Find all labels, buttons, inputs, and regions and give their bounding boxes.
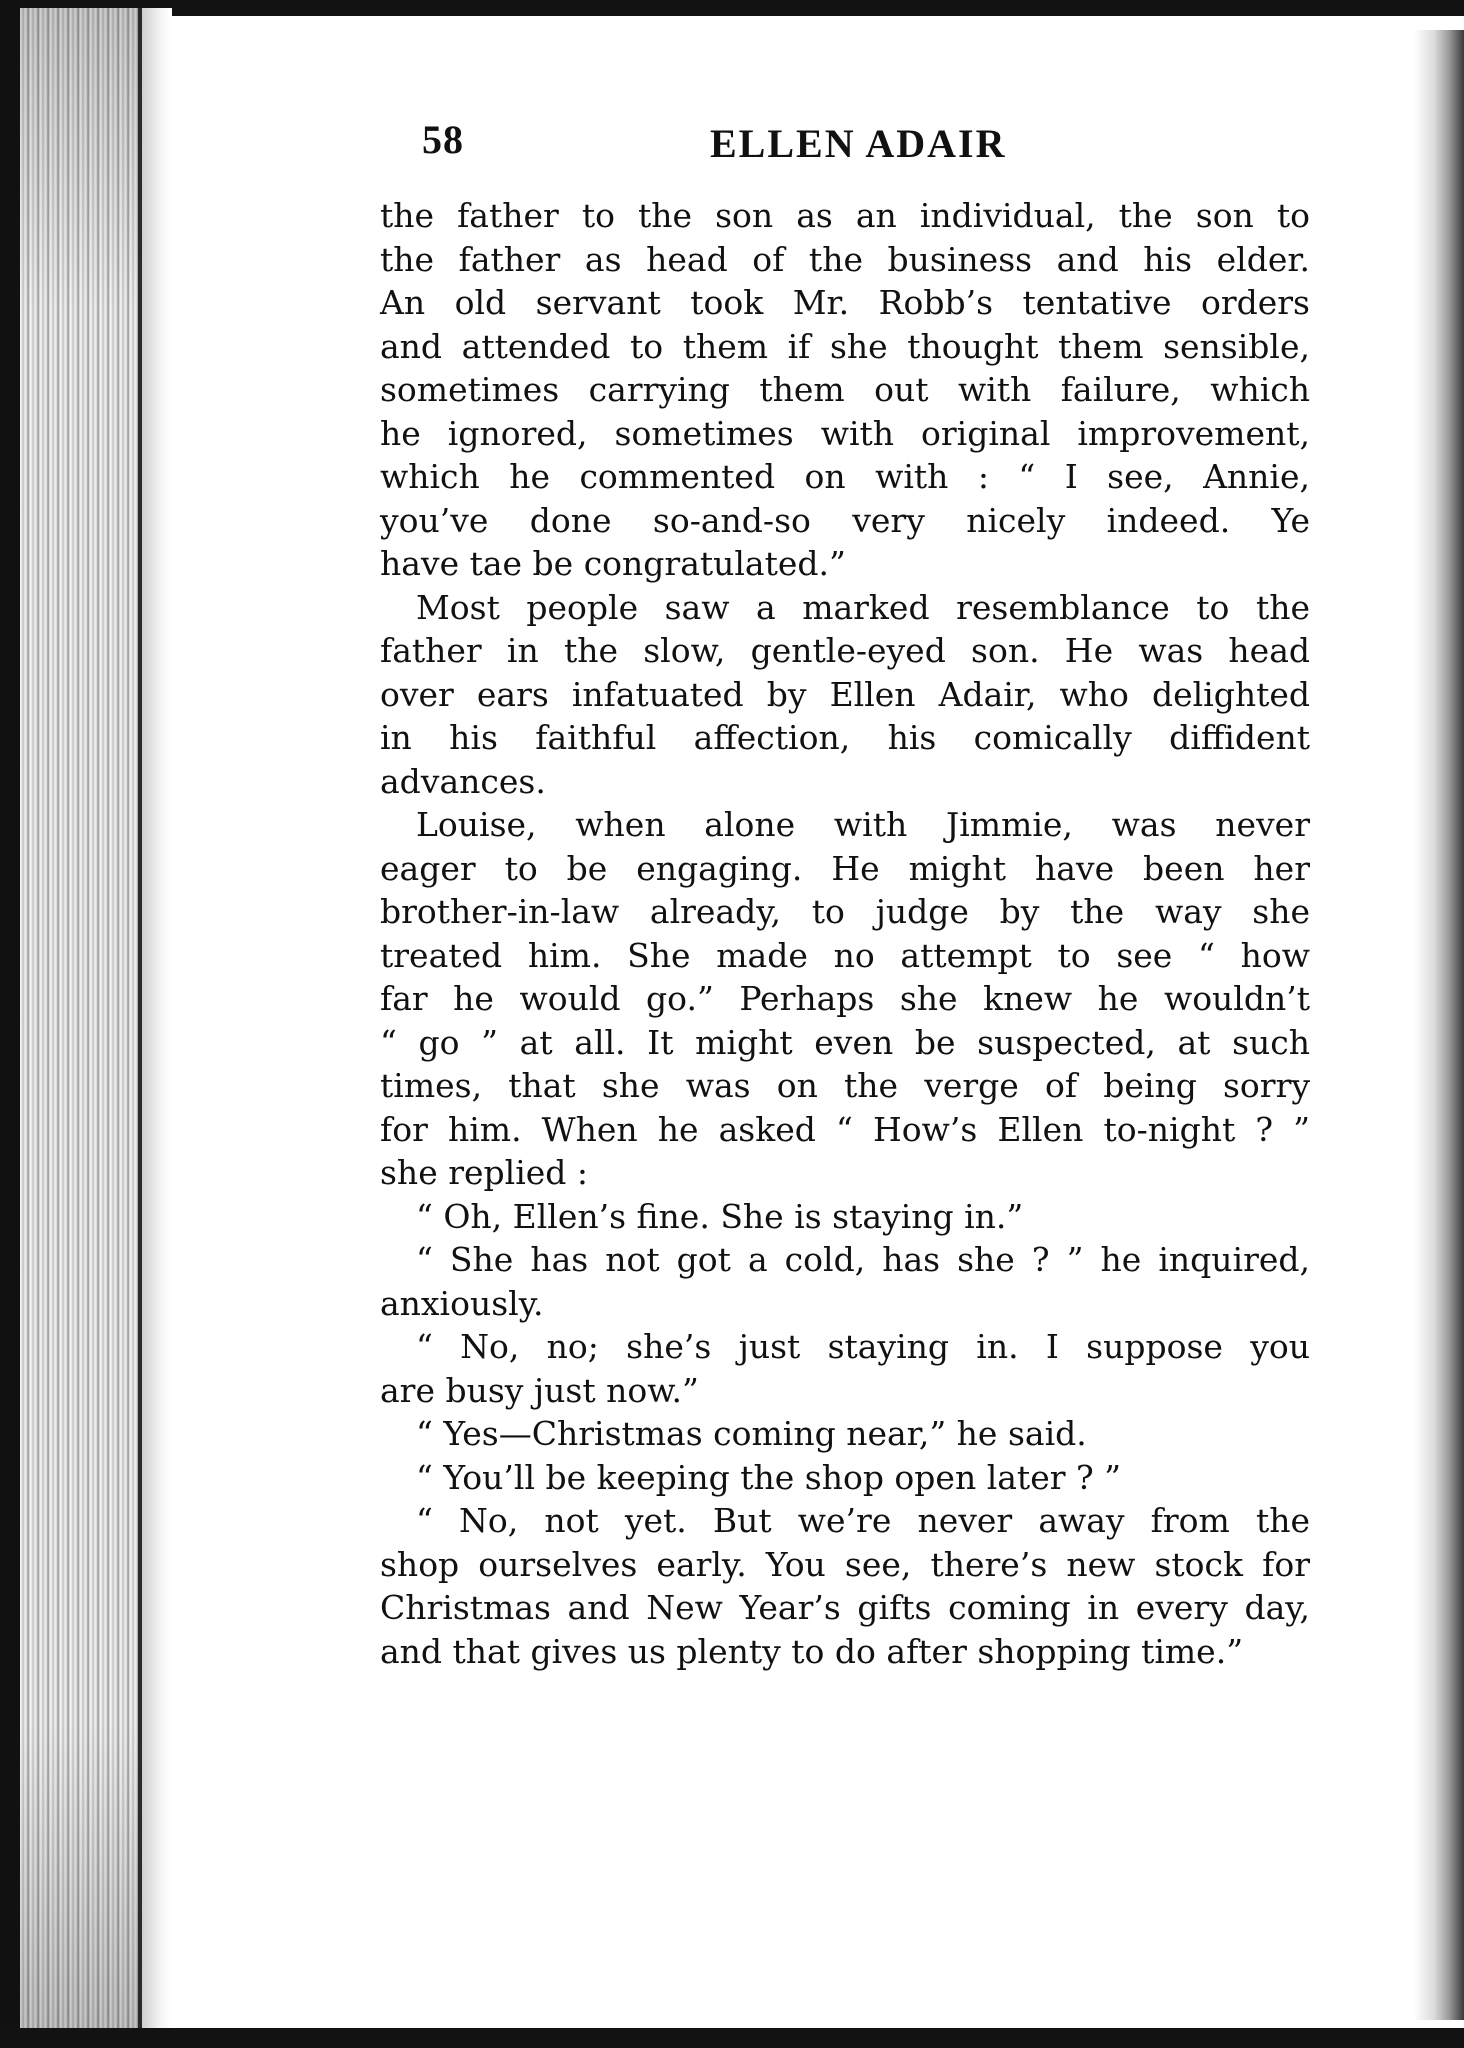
body-text — [380, 194, 1310, 1673]
text-line: An old servant took Mr. Robb’s tentative orders — [380, 283, 1310, 322]
text-line: “ No, no; she’s just staying in. I suppose you — [416, 1327, 1310, 1366]
scan-border-left — [0, 0, 20, 2048]
text-line: for him. When he asked “ How’s Ellen to-night ? ” — [380, 1109, 1310, 1149]
paragraph — [380, 586, 1310, 804]
scan-border-bottom — [0, 2028, 1464, 2048]
text-line: “ You’ll be keeping the shop open later ? ” — [416, 1457, 1122, 1497]
text-line: you’ve done so-and-so very nicely indeed. Ye — [380, 500, 1310, 540]
paragraph — [380, 1456, 1310, 1500]
paragraph — [380, 803, 1310, 1195]
text-line: “ go ” at all. It might even be suspected, at such — [380, 1022, 1310, 1062]
text-line: are busy just now.” — [380, 1370, 699, 1410]
facing-page-edge — [1414, 30, 1464, 2020]
text-line: brother-in-law already, to judge by the way she — [380, 892, 1310, 931]
gutter-shadow — [142, 8, 172, 2028]
text-line: far he would go.” Perhaps she knew he wouldn’t — [380, 979, 1310, 1018]
text-line: “ She has not got a cold, has she ? ” he inquired, — [416, 1240, 1310, 1279]
text-line: the father to the son as an individual, the son to — [380, 196, 1310, 235]
book-page-edges — [20, 8, 142, 2028]
text-line: eager to be engaging. He might have been her — [380, 848, 1310, 888]
text-line: advances. — [380, 761, 546, 801]
text-line: “ Yes—Christmas coming near,” he said. — [416, 1414, 1087, 1453]
text-line: she replied : — [380, 1153, 589, 1192]
paragraph — [380, 1238, 1310, 1325]
running-header — [380, 110, 1310, 170]
text-line: Christmas and New Year’s gifts coming in every day, — [380, 1588, 1310, 1627]
text-line: “ Oh, Ellen’s fine. She is staying in.” — [416, 1196, 1024, 1236]
page-content — [380, 110, 1310, 1673]
text-line: the father as head of the business and his elder. — [380, 239, 1310, 279]
text-line: Louise, when alone with Jimmie, was never — [416, 805, 1310, 844]
paragraph — [380, 1325, 1310, 1412]
text-line: shop ourselves early. You see, there’s new stock for — [380, 1544, 1310, 1584]
text-line: times, that she was on the verge of being sorry — [380, 1066, 1310, 1105]
paragraph — [380, 1412, 1310, 1456]
page-number: 58 — [422, 117, 464, 162]
paragraph — [380, 1499, 1310, 1673]
text-line: treated him. She made no attempt to see “ how — [380, 935, 1310, 975]
text-line: “ No, not yet. But we’re never away from the — [416, 1501, 1310, 1540]
text-line: which he commented on with : “ I see, Annie, — [380, 457, 1310, 496]
text-line: have tae be congratulated.” — [380, 544, 846, 583]
text-line: in his faithful affection, his comically diffident — [380, 718, 1310, 757]
text-line: and that gives us plenty to do after shopping time.” — [380, 1631, 1244, 1671]
running-title: ELLEN ADAIR — [710, 121, 1007, 166]
text-line: Most people saw a marked resemblance to the — [416, 587, 1310, 627]
text-line: and attended to them if she thought them sensible, — [380, 326, 1310, 366]
text-line: sometimes carrying them out with failure, which — [380, 370, 1310, 409]
text-line: anxiously. — [380, 1283, 544, 1323]
paragraph — [380, 194, 1310, 586]
paragraph — [380, 1195, 1310, 1239]
scan-border-top — [0, 0, 1464, 16]
text-line: father in the slow, gentle-eyed son. He was head — [380, 631, 1310, 670]
text-line: over ears infatuated by Ellen Adair, who delighted — [380, 674, 1310, 714]
text-line: he ignored, sometimes with original improvement, — [380, 413, 1310, 453]
